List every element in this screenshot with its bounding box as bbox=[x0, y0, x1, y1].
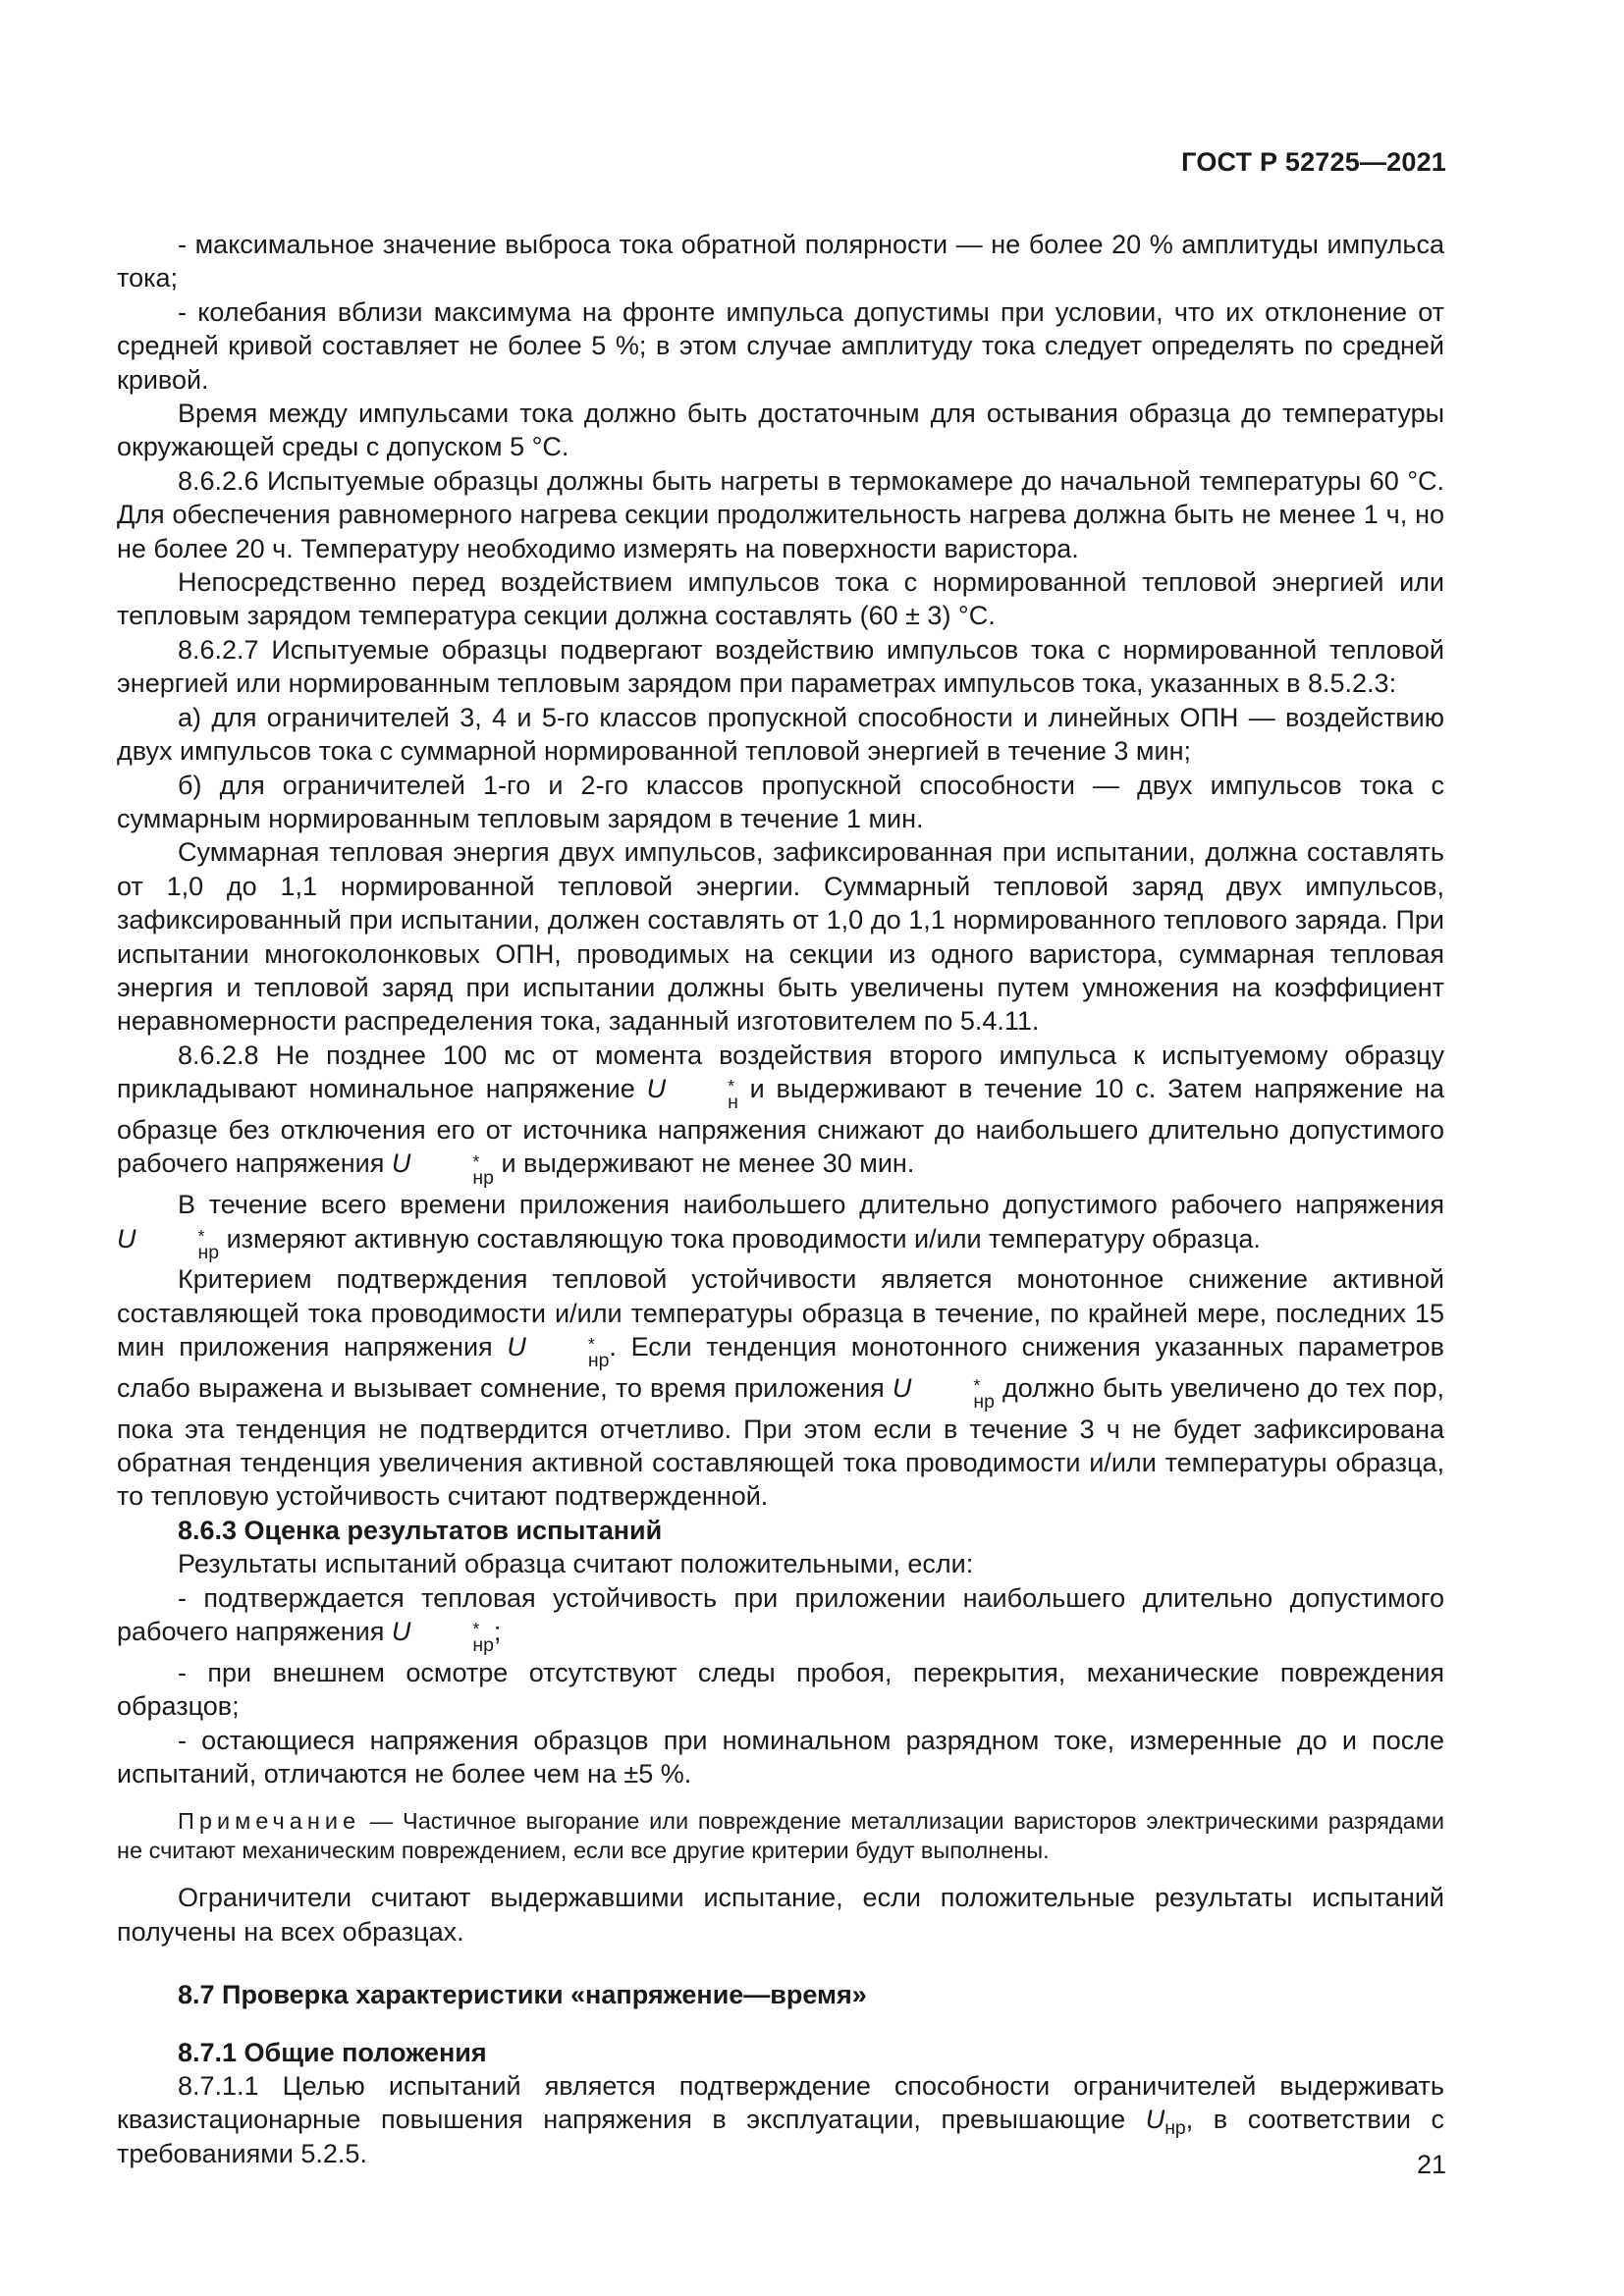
paragraph-total-energy: Суммарная тепловая энергия двух импульсов, зафиксированная при испытании, должна составлять от 1,0 до 1,1 нормированной тепловой энергии. Суммарный тепловой заряд двух импульсов, зафиксированный при испытании, должен составлять от 1,0 до 1,1 нормированного теплового заряда. При испытании многоколонковых ОПН, проводимых на секции из одного варистора, суммарная тепловая энергия и тепловой заряд при испытании должны быть увеличены путем умножения на коэффициент неравномерности распределения тока, заданный изготовителем по 5.4.11. bbox=[117, 837, 1444, 1037]
paragraph-measurement bbox=[117, 1188, 1444, 1262]
paragraph-time-between-pulses: Время между импульсами тока должно быть достаточным для остывания образца до температуры окружающей среды с допуском 5 °С. bbox=[117, 399, 1444, 462]
text-segment: , в соответствии с требованиями 5.2.5. bbox=[117, 2105, 1444, 2168]
symbol-unr-star: U * нр bbox=[391, 1617, 494, 1657]
paragraph-results-positive: Результаты испытаний образца считают положительными, если: bbox=[178, 1549, 974, 1579]
text-segment: ; bbox=[493, 1617, 502, 1647]
text-segment: . Если тенденция монотонного снижения указанных параметров слабо выражена и вызывает сомнение, то время приложения bbox=[117, 1332, 1444, 1403]
text-segment: 8.7.1.1 Целью испытаний является подтверждение способности ограничителей выдерживать квазистационарные повышения напряжения в эксплуатации, превышающие bbox=[117, 2071, 1444, 2135]
paragraph-stability-criterion bbox=[117, 1262, 1444, 1514]
paragraph-section-temperature: Непосредственно перед воздействием импульсов тока с нормированной тепловой энергией или тепловым зарядом температура секции должна составлять (60 ± 3) °С. bbox=[117, 567, 1444, 631]
paragraph-reverse-polarity: - максимальное значение выброса тока обратной полярности — не более 20 % амплитуды импульса тока; bbox=[117, 230, 1444, 294]
text-segment: - подтверждается тепловая устойчивость при приложении наибольшего длительно допустимого рабочего напряжения bbox=[117, 1582, 1444, 1647]
document-body bbox=[117, 228, 1444, 2170]
text-segment: 8.6.2.8 Не позднее 100 мс от момента воздействия второго импульса к испытуемому образцу прикладывают номинальное напряжение bbox=[117, 1040, 1444, 1104]
text-segment: В течение всего времени приложения наибольшего длительно допустимого рабочего напряжения bbox=[178, 1190, 1444, 1220]
paragraph-8-6-2-6: 8.6.2.6 Испытуемые образцы должны быть нагреты в термокамере до начальной температуры 60 °С. Для обеспечения равномерного нагрева секции продолжительность нагрева должна быть не менее 1 ч, но не более 20 ч. Температуру необходимо измерять на поверхности варистора. bbox=[117, 465, 1444, 563]
note-label: Примечание bbox=[178, 1808, 361, 1835]
paragraph-conclusion: Ограничители считают выдержавшими испытание, если положительные результаты испытаний получены на всех образцах. bbox=[117, 1883, 1444, 1947]
note bbox=[117, 1806, 1444, 1865]
text-segment: измеряют активную составляющую тока проводимости и/или температуру образца. bbox=[226, 1223, 1261, 1254]
list-item-visual-inspection: - при внешнем осмотре отсутствуют следы пробоя, перекрытия, механические повреждения образцов; bbox=[117, 1657, 1444, 1722]
heading-8-7: 8.7 Проверка характеристики «напряжение—время» bbox=[178, 1980, 867, 2010]
standard-header: ГОСТ Р 52725—2021 bbox=[1181, 147, 1446, 177]
text-segment: должно быть увеличено до тех пор, пока эта тенденция не подтвердится отчетливо. При этом если в течение 3 ч не будет зафиксирована обратная тенденция увеличения активной составляющей тока проводимости и/или температуры образца, то тепловую устойчивость считают подтвержденной. bbox=[117, 1372, 1444, 1512]
symbol-unr-star: U * нр bbox=[507, 1332, 610, 1372]
symbol-unr-star: U * нр bbox=[391, 1148, 494, 1189]
paragraph-8-6-2-8 bbox=[117, 1039, 1444, 1188]
text-segment: и выдерживают не менее 30 мин. bbox=[501, 1148, 915, 1179]
paragraph-8-7-1-1 bbox=[117, 2069, 1444, 2170]
symbol-unr: $U_{нр}$ bbox=[1145, 2105, 1186, 2140]
list-item-residual-voltage: - остающиеся напряжения образцов при номинальном разрядном токе, измеренные до и после испытаний, отличаются не более чем на ±5 %. bbox=[117, 1725, 1444, 1789]
symbol-un-star: U * н bbox=[646, 1074, 738, 1114]
list-item-a: а) для ограничителей 3, 4 и 5-го классов пропускной способности и линейных ОПН — воздействию двух импульсов тока с суммарной нормированной тепловой энергией в течение 3 мин; bbox=[117, 702, 1444, 767]
symbol-unr-star: U * нр bbox=[117, 1223, 220, 1263]
list-item-b: б) для ограничителей 1-го и 2-го классов пропускной способности — двух импульсов тока с суммарным нормированным тепловым зарядом в течение 1 мин. bbox=[117, 770, 1444, 833]
heading-8-7-1: 8.7.1 Общие положения bbox=[178, 2037, 487, 2067]
text-segment: Критерием подтверждения тепловой устойчивости является монотонное снижение активной составляющей тока проводимости и/или температуры образца в течение, по крайней мере, последних 15 мин приложения напряжения bbox=[117, 1264, 1444, 1362]
paragraph-8-6-2-7: 8.6.2.7 Испытуемые образцы подвергают воздействию импульсов тока с нормированной тепловой энергией или нормированным тепловым зарядом при параметрах импульсов тока, указанных в 8.5.2.3: bbox=[117, 634, 1444, 699]
note-text: — Частичное выгорание или повреждение металлизации варисторов электрическими разрядами не считают механическим повреждением, если все другие критерии будут выполнены. bbox=[117, 1808, 1444, 1864]
list-item-thermal-stability bbox=[117, 1581, 1444, 1656]
heading-8-6-3: 8.6.3 Оценка результатов испытаний bbox=[178, 1515, 663, 1545]
page-number: 21 bbox=[1416, 2150, 1446, 2179]
text-segment: и выдерживают в течение 10 с. Затем напряжение на образце без отключения его от источника напряжения снижают до наибольшего длительно допустимого рабочего напряжения bbox=[117, 1074, 1444, 1179]
symbol-unr-star: U * нр bbox=[892, 1372, 995, 1414]
paragraph-oscillations: - колебания вблизи максимума на фронте импульса допустимы при условии, что их отклонение от средней кривой составляет не более 5 %; в этом случае амплитуду тока следует определять по средней кривой. bbox=[117, 296, 1444, 395]
